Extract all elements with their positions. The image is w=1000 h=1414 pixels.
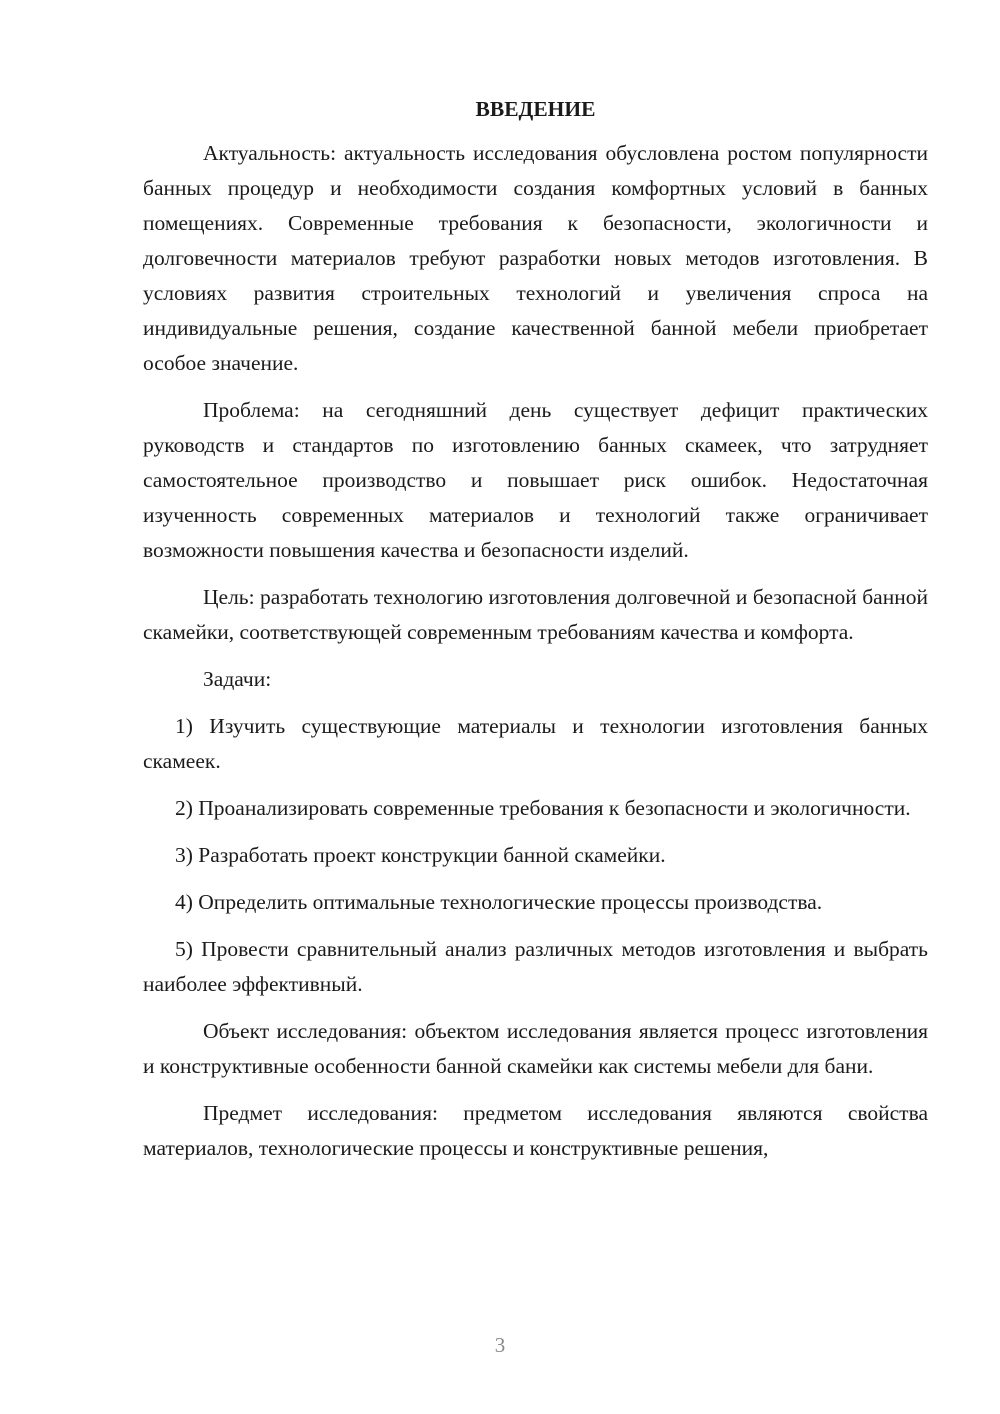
page-content bbox=[143, 94, 928, 1178]
task-item: 4) Определить оптимальные технологические процессы производства. bbox=[175, 890, 823, 914]
tasks-label: Задачи: bbox=[203, 667, 272, 691]
paragraph-relevance: Актуальность: актуальность исследования обусловлена ростом популярности банных процедур и необходимости создания комфортных условий в банных помещениях. Современные требования к безопасности, экологичности и долговечности материалов требуют разработки новых методов изготовления. В условиях развития строительных технологий и увеличения спроса на индивидуальные решения, создание качественной банной мебели приобретает особое значение. bbox=[143, 141, 928, 375]
task-item: 2) Проанализировать современные требования к безопасности и экологичности. bbox=[175, 796, 911, 820]
paragraph-problem: Проблема: на сегодняшний день существует дефицит практических руководств и стандартов по изготовлению банных скамеек, что затрудняет самостоятельное производство и повышает риск ошибок. Недостаточная изученность современных материалов и технологий также ограничивает возможности повышения качества и безопасности изделий. bbox=[143, 398, 928, 562]
section-heading: ВВЕДЕНИЕ bbox=[475, 97, 596, 121]
task-item: 3) Разработать проект конструкции банной скамейки. bbox=[175, 843, 666, 867]
paragraph-goal: Цель: разработать технологию изготовления долговечной и безопасной банной скамейки, соответствующей современным требованиям качества и комфорта. bbox=[143, 585, 928, 644]
paragraph-object: Объект исследования: объектом исследования является процесс изготовления и конструктивные особенности банной скамейки как системы мебели для бани. bbox=[143, 1019, 928, 1078]
page-number: 3 bbox=[494, 1333, 506, 1357]
task-item: 1) Изучить существующие материалы и технологии изготовления банных скамеек. bbox=[143, 714, 928, 773]
task-item: 5) Провести сравнительный анализ различных методов изготовления и выбрать наиболее эффективный. bbox=[143, 937, 928, 996]
paragraph-subject: Предмет исследования: предметом исследования являются свойства материалов, технологические процессы и конструктивные решения, bbox=[143, 1101, 928, 1160]
